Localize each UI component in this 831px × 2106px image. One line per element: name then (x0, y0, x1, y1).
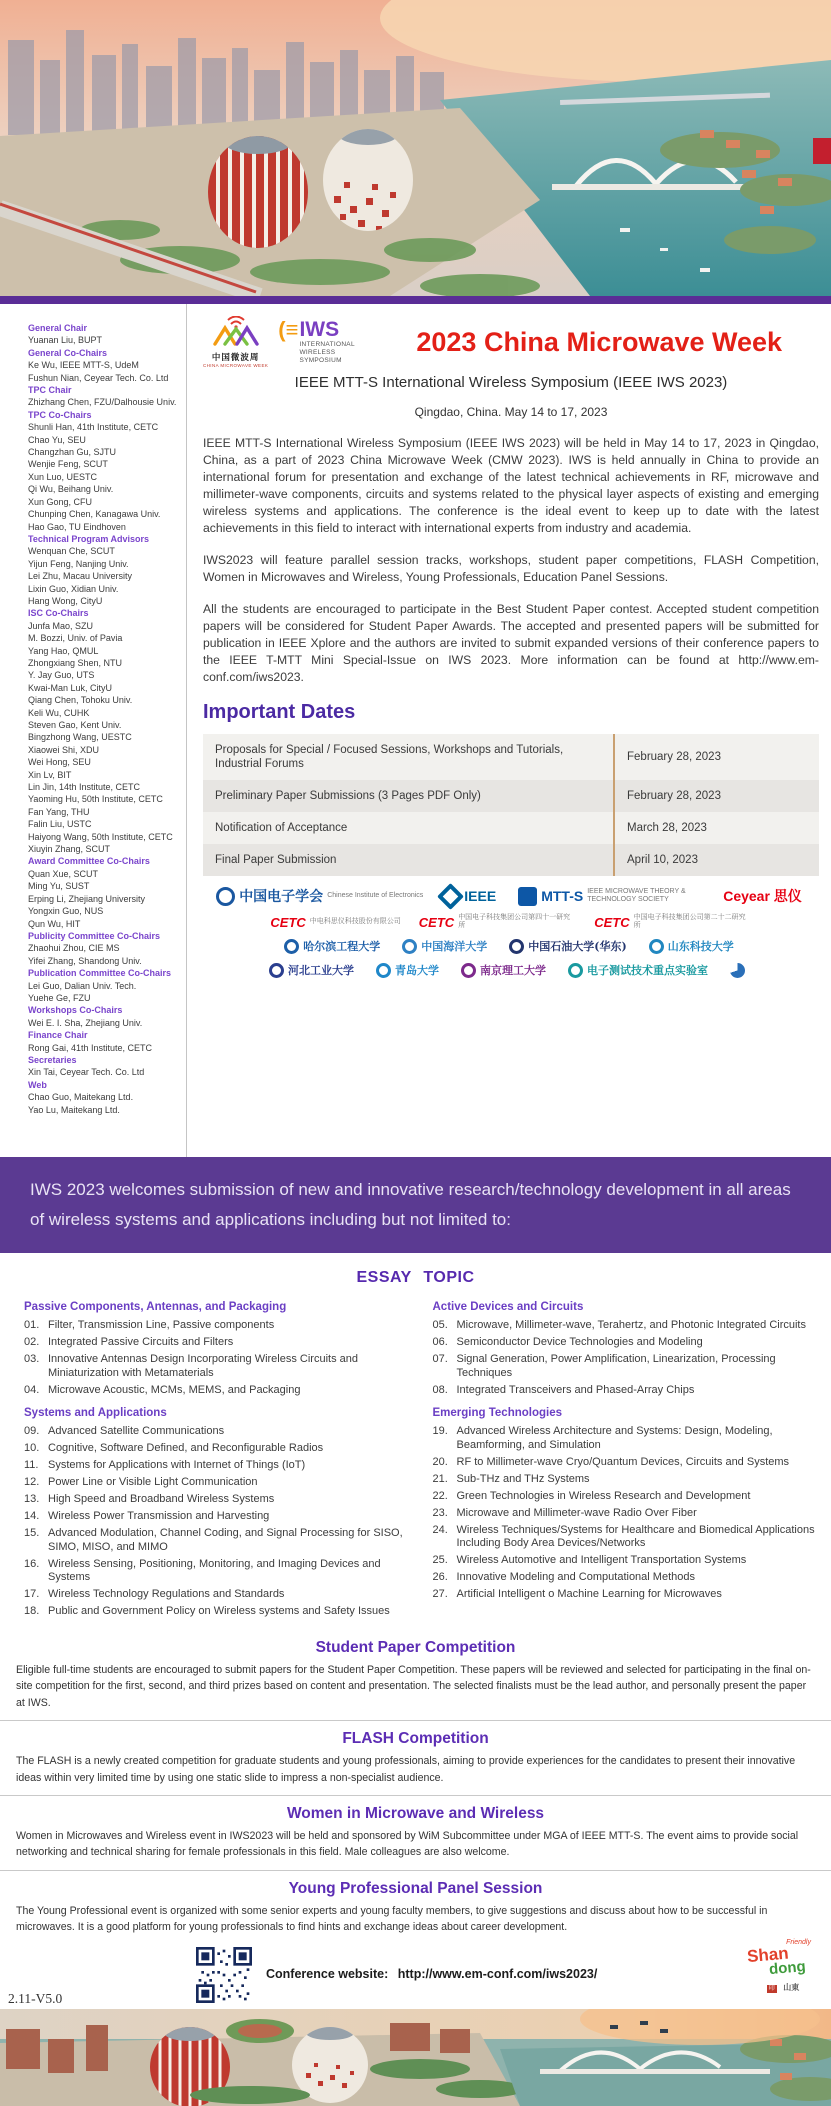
committee-section (28, 1029, 186, 1054)
topic-item (24, 1353, 407, 1380)
dates-row-date: February 28, 2023 (613, 780, 819, 812)
sponsor-logo (461, 962, 550, 978)
shandong-line1: Shan (746, 1943, 790, 1966)
committee-member: Qun Wu, HIT (28, 918, 81, 929)
topic-number: 17. (24, 1588, 40, 1600)
topic-text: Signal Generation, Power Amplification, Linearization, Processing Techniques (456, 1353, 776, 1379)
topic-number: 24. (432, 1523, 448, 1536)
committee-member: Yaoming Hu, 50th Institute, CETC (28, 794, 163, 805)
info-section-body: The Young Professional event is organized with some senior experts and young faculty members, to give suggestions and discuss about how to be successful in microwaves. It is a good platform for young professionals to find hints and exchange ideas about career development. (16, 1904, 768, 1934)
conference-website-link[interactable]: http://www.em-conf.com/iws2023/ (397, 1966, 598, 1981)
dates-row-item: Notification of Acceptance (215, 822, 348, 834)
topic-number: 27. (432, 1588, 448, 1600)
sponsor-logo (269, 962, 358, 978)
sponsor-logo (441, 887, 500, 906)
topic-item (433, 1507, 816, 1521)
conference-website (266, 1967, 597, 1981)
cmw-logo-en-text: CHINA MICROWAVE WEEK (203, 363, 269, 368)
topic-group-heading: Passive Components, Antennas, and Packaging (24, 1301, 287, 1313)
topic-item (24, 1493, 407, 1507)
sponsor-logo (402, 938, 491, 954)
committee-section-title: Workshops Co-Chairs (28, 1005, 123, 1016)
committee-section (28, 409, 186, 533)
main-column (186, 304, 831, 1157)
committee-member: Xin Lv, BIT (28, 769, 72, 780)
topic-item (433, 1336, 816, 1350)
committee-member: Rong Gai, 41th Institute, CETC (28, 1042, 153, 1053)
topic-item (24, 1459, 407, 1473)
committee-member: M. Bozzi, Univ. of Pavia (28, 633, 123, 644)
sponsor-logo-row (203, 914, 819, 930)
committee-member: Zhizhang Chen, FZU/Dalhousie Univ. (28, 397, 177, 408)
committee-member: Xin Tai, Ceyear Tech. Co. Ltd (28, 1067, 145, 1078)
topic-number: 09. (24, 1425, 40, 1437)
topic-text: Green Technologies in Wireless Research and Development (456, 1489, 751, 1502)
topic-text: Innovative Antennas Design Incorporating Wireless Circuits and Miniaturization with Metamaterials (48, 1353, 358, 1379)
topic-number: 13. (24, 1493, 40, 1505)
committee-member: Kwai-Man Luk, CityU (28, 682, 113, 693)
topic-text: Microwave, Millimeter-wave, Terahertz, and Photonic Integrated Circuits (456, 1319, 806, 1331)
essay-topic-left-column (24, 1291, 407, 1622)
sponsor-logo-name: 河北工业大学 (288, 964, 354, 977)
call-for-papers-text: IWS 2023 welcomes submission of new and innovative research/technology development in all areas of wireless systems and applications including but not limited to: (30, 1180, 791, 1229)
committee-section-title: General Co-Chairs (28, 347, 108, 358)
committee-member: Shunli Han, 41th Institute, CETC (28, 422, 159, 433)
dates-row-date: March 28, 2023 (613, 812, 819, 844)
topic-group (433, 1407, 816, 1602)
sponsor-logo-icon (730, 963, 745, 978)
committee-member: Falin Liu, USTC (28, 819, 92, 830)
topic-item (433, 1588, 816, 1602)
topic-text: Artificial Intelligent o Machine Learning for Microwaves (456, 1588, 722, 1600)
topic-text: Wireless Sensing, Positioning, Monitoring, and Imaging Devices and Systems (48, 1557, 381, 1583)
committee-member: Hang Wong, CityU (28, 595, 103, 606)
sponsor-logo-name: 中国电子学会 (239, 888, 324, 904)
topic-group (24, 1301, 407, 1397)
committee-member: Fushun Nian, Ceyear Tech. Co. Ltd (28, 372, 169, 383)
topic-group-heading: Systems and Applications (24, 1407, 167, 1419)
committee-section-title: General Chair (28, 323, 88, 333)
dates-row-date: April 10, 2023 (613, 844, 819, 876)
topic-number: 11. (24, 1459, 39, 1471)
committee-section (28, 855, 186, 929)
topic-item (24, 1588, 407, 1602)
content-area (0, 304, 831, 1157)
topic-number: 02. (24, 1336, 40, 1348)
committee-member: Ke Wu, IEEE MTT-S, UdeM (28, 360, 139, 371)
sponsor-logo-row (203, 962, 819, 978)
page-title: 2023 China Microwave Week (416, 326, 783, 357)
info-section (0, 1870, 831, 1945)
iws-logo (278, 316, 365, 365)
intro-paragraph: IWS2023 will feature parallel session tracks, workshops, student paper competitions, FLASH Competition, Women in Microwaves and Wireless, Young Professionals, Education Panel Sessions. (203, 553, 819, 584)
dates-row-date: February 28, 2023 (613, 734, 819, 780)
committee-member: Xiaowei Shi, XDU (28, 744, 100, 755)
topic-text: Wireless Automotive and Intelligent Transportation Systems (456, 1554, 747, 1566)
topic-text: Integrated Passive Circuits and Filters (48, 1336, 234, 1348)
qr-code-image (196, 1947, 252, 2003)
dates-table-row (203, 780, 819, 812)
top-panorama-photo (0, 0, 831, 296)
sponsor-logo (509, 938, 630, 954)
topic-item (24, 1476, 407, 1490)
sponsor-logo (419, 914, 576, 930)
topic-number: 20. (432, 1455, 448, 1468)
sponsor-logo-name: MTT-S (541, 888, 584, 904)
topic-text: Public and Government Policy on Wireless systems and Safety Issues (48, 1605, 390, 1617)
version-label: 2.11-V5.0 (8, 1990, 63, 2006)
topic-text: Power Line or Visible Light Communication (48, 1476, 258, 1488)
committee-member: Lixin Guo, Xidian Univ. (28, 583, 119, 594)
shandong-line2: dong (768, 1957, 807, 1978)
committee-member: Wenjie Feng, SCUT (28, 459, 108, 470)
topic-item (24, 1336, 407, 1350)
dates-row-item: Proposals for Special / Focused Sessions, Workshops and Tutorials, Industrial Forums (215, 744, 564, 770)
committee-member: Changzhan Gu, SJTU (28, 447, 117, 458)
topic-text: Cognitive, Software Defined, and Reconfigurable Radios (48, 1442, 324, 1454)
committee-member: Erping Li, Zhejiang University (28, 893, 146, 904)
topic-item (433, 1353, 816, 1380)
sponsor-logo (270, 915, 400, 930)
info-section-body: Eligible full-time students are encouraged to submit papers for the Student Paper Competition. These papers will be reviewed and selected for participating in the final on-site competition for the first, second, and third prizes based on content and presentation. The selected finalists must be the lead author, and personally present the paper at IWS. (16, 1664, 811, 1709)
info-section (0, 1720, 831, 1795)
topic-item (24, 1558, 407, 1585)
topic-text: RF to Millimeter-wave Cryo/Quantum Devices, Circuits and Systems (456, 1455, 790, 1468)
committee-section-title: ISC Co-Chairs (28, 608, 89, 619)
important-dates-heading: Important Dates (203, 701, 356, 723)
sponsor-logo-name: 山东科技大学 (667, 940, 734, 953)
sponsor-logo-row (203, 886, 819, 906)
topic-item (24, 1510, 407, 1524)
topic-text: Microwave Acoustic, MCMs, MEMS, and Packaging (48, 1383, 301, 1396)
sponsor-logo-icon (461, 963, 476, 978)
committee-member: Lin Jin, 14th Institute, CETC (28, 782, 141, 793)
topic-item (24, 1527, 407, 1554)
topic-number: 25. (432, 1554, 448, 1566)
committee-section-title: Secretaries (28, 1054, 77, 1065)
shandong-logo (747, 1939, 819, 1995)
topic-number: 04. (24, 1383, 40, 1396)
cmw-logo (203, 316, 268, 368)
committee-member: Yang Hao, QMUL (28, 645, 99, 656)
committee-section-title: Publicity Committee Co-Chairs (28, 930, 161, 941)
committee-member: Lei Guo, Dalian Univ. Tech. (28, 980, 137, 991)
topic-number: 15. (24, 1527, 40, 1539)
topic-text: Microwave and Millimeter-wave Radio Over Fiber (456, 1506, 697, 1519)
info-section-heading: Women in Microwave and Wireless (286, 1805, 545, 1823)
topic-text: High Speed and Broadband Wireless Systems (48, 1493, 275, 1505)
committee-sidebar (28, 304, 186, 1157)
topic-item (433, 1524, 816, 1551)
essay-topic-columns (0, 1291, 831, 1630)
call-for-papers-banner (0, 1157, 831, 1253)
committee-member: Junfa Mao, SZU (28, 620, 94, 631)
sponsor-logo-name: 电子测试技术重点实验室 (587, 964, 708, 977)
committee-section (28, 967, 186, 1004)
sponsor-logo-subtext: Chinese Institute of Electronics (327, 892, 424, 899)
committee-member: Ming Yu, SUST (28, 881, 90, 892)
topic-item (433, 1425, 816, 1452)
sponsor-logo-icon (568, 963, 583, 978)
topic-number: 07. (432, 1353, 448, 1365)
dates-row-item: Final Paper Submission (215, 854, 337, 866)
topic-number: 18. (24, 1605, 40, 1617)
topic-number: 21. (432, 1472, 448, 1485)
topic-text: Systems for Applications with Internet of Things (IoT) (48, 1459, 306, 1471)
sponsor-logo-subtext: 中电科思仪科技股份有限公司 (309, 918, 401, 925)
topic-item (24, 1425, 407, 1439)
sponsor-logo-icon (269, 963, 284, 978)
committee-member: Hao Gao, TU Eindhoven (28, 521, 126, 532)
topic-text: Advanced Satellite Communications (48, 1425, 225, 1437)
essay-topic-section (0, 1269, 831, 1630)
committee-section-title: Finance Chair (28, 1030, 88, 1041)
topic-number: 16. (24, 1557, 40, 1570)
topic-item (24, 1319, 407, 1333)
sponsor-logo-name: 中国海洋大学 (421, 940, 488, 953)
topic-text: Filter, Transmission Line, Passive components (48, 1319, 275, 1331)
topic-text: Wireless Techniques/Systems for Healthcare and Biomedical Applications Including Body Area Devices/Networks (456, 1523, 815, 1549)
sponsor-logo (723, 886, 806, 906)
website-label: Conference website: (266, 1966, 389, 1981)
cmw-logo-cn-text: 中国微波周 (211, 352, 260, 362)
info-section-heading: FLASH Competition (342, 1730, 489, 1748)
topic-group (24, 1407, 407, 1619)
sponsor-logo-icon (284, 939, 299, 954)
committee-member: Wei E. I. Sha, Zhejiang Univ. (28, 1017, 143, 1028)
topic-number: 10. (24, 1442, 40, 1454)
committee-member: Qi Wu, Beihang Univ. (28, 484, 114, 495)
shandong-seal-icon: 印 (768, 1985, 775, 1992)
topic-text: Sub-THz and THz Systems (456, 1472, 590, 1485)
dates-table-row (203, 812, 819, 844)
committee-member: Haiyong Wang, 50th Institute, CETC (28, 831, 173, 842)
committee-member: Keli Wu, CUHK (28, 707, 90, 718)
topic-text: Wireless Technology Regulations and Standards (48, 1588, 285, 1600)
qr-code (196, 1947, 252, 2003)
iws-logo-word: IWS (299, 317, 340, 341)
sponsor-logo (216, 886, 423, 906)
sponsor-logo-subtext: 中国电子科技集团公司第二十二研究所 (633, 914, 746, 929)
iws-logo-subtext: INTERNATIONAL WIRELESS SYMPOSIUM (299, 340, 355, 364)
sponsor-logo-name: CETC (418, 914, 455, 930)
qingdao-strip-photo (0, 2009, 831, 2106)
sponsor-logo-name: 南京理工大学 (480, 964, 546, 977)
sponsor-logo-name: 中国石油大学(华东) (528, 940, 627, 953)
sponsor-logo-row (203, 938, 819, 954)
topic-group (433, 1301, 816, 1397)
committee-member: Lei Zhu, Macau University (28, 571, 133, 582)
committee-member: Steven Gao, Kent Univ. (28, 720, 122, 730)
sponsor-logo-name: 青岛大学 (395, 964, 439, 977)
topic-number: 08. (432, 1383, 448, 1396)
committee-section (28, 607, 186, 855)
sponsor-logo-subtext: IEEE MICROWAVE THEORY & TECHNOLOGY SOCIETY (587, 888, 686, 903)
sponsor-logo-icon (518, 887, 537, 906)
topic-item (24, 1442, 407, 1456)
info-section-body: Women in Microwaves and Wireless event in IWS2023 will be held and sponsored by WiM Subcommittee under MGA of IEEE MTT-S. The event aims to provide social networking and technical sharing for female professionals in this field. Male colleagues are also welcome. (16, 1830, 799, 1859)
committee-member: Y. Jay Guo, UTS (28, 670, 95, 681)
sponsor-logo-name: Ceyear 思仪 (723, 888, 802, 904)
shandong-cn-text: 山東 (783, 1982, 800, 1992)
topic-item (433, 1319, 816, 1333)
committee-member: Xun Gong, CFU (28, 496, 93, 507)
cmw-logo-icon (209, 316, 263, 346)
topic-number: 01. (24, 1319, 40, 1331)
topic-text: Integrated Transceivers and Phased-Array Chips (456, 1383, 695, 1396)
sponsor-logo (518, 887, 705, 906)
sponsor-logo (284, 938, 384, 954)
topic-item (433, 1554, 816, 1568)
committee-member: Chunping Chen, Kanagawa Univ. (28, 509, 161, 520)
committee-member: Yao Lu, Maitekang Ltd. (28, 1104, 120, 1115)
committee-section (28, 322, 186, 347)
logo-title-row (203, 316, 819, 368)
topic-number: 05. (432, 1319, 448, 1331)
committee-section (28, 1004, 186, 1029)
committee-member: Wei Hong, SEU (28, 757, 91, 768)
committee-member: Chao Yu, SEU (28, 434, 86, 445)
committee-section (28, 1054, 186, 1079)
topic-text: Wireless Power Transmission and Harvesting (48, 1510, 270, 1522)
sponsor-logo-icon (402, 939, 417, 954)
topic-text: Semiconductor Device Technologies and Modeling (456, 1336, 703, 1348)
topic-item (433, 1571, 816, 1585)
dates-table-row (203, 844, 819, 876)
committee-section-title: Award Committee Co-Chairs (28, 856, 150, 867)
intro-paragraph: IEEE MTT-S International Wireless Symposium (IEEE IWS 2023) will be held in May 14 to 17, 2023 in Qingdao, China, as a part of 2023 China Microwave Week (CMW 2023). IWS is held annually in China to provide an international forum for presentation and exchange of the latest technical achievements in RF, microwave and millimeter-wave components, circuits and systems related to the physical layer aspects of existing and emerging wireless systems and applications. The conference is the ideal event to keep up to date with the latest achievements in this field to interact with international experts from industry and academia. (203, 436, 819, 535)
info-section-heading: Young Professional Panel Session (288, 1879, 543, 1897)
topic-number: 19. (432, 1425, 448, 1437)
topic-text: Innovative Modeling and Computational Methods (456, 1571, 695, 1583)
intro-paragraph: All the students are encouraged to participate in the Best Student Paper contest. Accepted student competition papers will be considered for Student Paper Awards. The accepted and presented papers will be submitted for publication in IEEE Xplore and the authors are invited to submit expanded versions of their conference papers to the IEEE T-MTT Mini Special-Issue on IWS 2023. More information can be found at http://www.em-conf.com/iws2023. (203, 602, 819, 684)
committee-member: Yifei Zhang, Shandong Univ. (28, 955, 142, 966)
committee-member: Yuanan Liu, BUPT (28, 335, 103, 346)
committee-member: Wenquan Che, SCUT (28, 546, 115, 557)
sponsor-logo (594, 914, 751, 930)
committee-section (28, 930, 186, 967)
topic-text: Advanced Wireless Architecture and Systems: Design, Modeling, Beamforming, and Simulation (456, 1425, 773, 1451)
topic-group-heading: Active Devices and Circuits (432, 1301, 584, 1313)
topic-item (24, 1384, 407, 1398)
sponsor-logo (730, 963, 753, 978)
info-section-body: The FLASH is a newly created competition for graduate students and young professionals, aiming to provide experiences for the candidates to present their innovative ideas within very limited time by using one static slide to impress a non-specialist audience. (16, 1755, 796, 1784)
topic-number: 23. (432, 1506, 448, 1519)
location-date: Qingdao, China. May 14 to 17, 2023 (414, 405, 608, 419)
committee-member: Yuehe Ge, FZU (28, 992, 91, 1003)
committee-member: Zhaohui Zhou, CIE MS (28, 943, 120, 954)
sponsor-logo-name: CETC (270, 914, 306, 930)
dates-row-item: Preliminary Paper Submissions (3 Pages PDF Only) (215, 790, 481, 802)
symposium-subtitle: IEEE MTT-S International Wireless Symposium (IEEE IWS 2023) (294, 374, 728, 391)
sponsor-logo-name: 哈尔滨工程大学 (303, 940, 381, 953)
essay-topic-right-column (433, 1291, 816, 1622)
topic-number: 03. (24, 1353, 40, 1365)
info-sections (0, 1630, 831, 1945)
sponsor-logo-icon (509, 939, 524, 954)
committee-member: Xun Luo, UESTC (28, 471, 98, 482)
info-section-heading: Student Paper Competition (315, 1639, 516, 1656)
committee-section (28, 347, 186, 384)
footer (0, 1938, 831, 2009)
committee-member: Fan Yang, THU (28, 806, 90, 817)
sponsor-logo-icon (376, 963, 391, 978)
committee-member: Xiuyin Zhang, SCUT (28, 844, 111, 855)
topic-item (433, 1384, 816, 1398)
sponsor-logo-icon (437, 883, 464, 910)
important-dates-table (203, 734, 819, 876)
committee-section-title: TPC Chair (28, 385, 72, 396)
committee-section-title: Web (28, 1079, 47, 1090)
topic-number: 06. (432, 1336, 448, 1348)
committee-member: Quan Xue, SCUT (28, 868, 99, 879)
intro-paragraphs (203, 435, 819, 686)
committee-section (28, 1079, 186, 1116)
topic-number: 12. (24, 1476, 40, 1488)
committee-section-title: Publication Committee Co-Chairs (28, 968, 172, 979)
essay-topic-heading: ESSAY TOPIC (356, 1269, 475, 1286)
committee-section-title: TPC Co-Chairs (28, 409, 92, 420)
committee-member: Bingzhong Wang, UESTC (28, 732, 132, 743)
topic-item (433, 1456, 816, 1470)
committee-member: Yongxin Guo, NUS (28, 906, 104, 917)
sponsor-logo (376, 962, 443, 978)
committee-section-title: Technical Program Advisors (28, 533, 150, 544)
topic-item (433, 1473, 816, 1487)
committee-member: Zhongxiang Shen, NTU (28, 657, 123, 668)
sponsor-logos (203, 886, 819, 978)
committee-section (28, 533, 186, 607)
sponsor-logo-name: IEEE (464, 888, 497, 904)
topic-number: 14. (24, 1510, 40, 1522)
dates-table-row (203, 734, 819, 780)
topic-group-heading: Emerging Technologies (432, 1407, 562, 1419)
purple-divider (0, 296, 831, 304)
topic-item (433, 1490, 816, 1504)
shandong-friendly-text: Friendly (786, 1938, 811, 1946)
topic-number: 26. (432, 1571, 448, 1583)
topic-number: 22. (432, 1489, 448, 1502)
sponsor-logo-subtext: 中国电子科技集团公司第四十一研究所 (458, 914, 571, 929)
topic-text: Advanced Modulation, Channel Coding, and Signal Processing for SISO, SIMO, MISO, and MIMO (48, 1527, 403, 1553)
committee-member: Chao Guo, Maitekang Ltd. (28, 1092, 134, 1103)
sponsor-logo (568, 962, 712, 978)
topic-item (24, 1605, 407, 1619)
sponsor-logo (649, 938, 738, 954)
iws-logo-paren: (≡ (278, 316, 299, 342)
committee-member: Qiang Chen, Tohoku Univ. (28, 695, 133, 706)
info-section (0, 1630, 831, 1720)
bottom-panorama-photo (0, 2009, 831, 2106)
sponsor-logo-icon (649, 939, 664, 954)
committee-section (28, 384, 186, 409)
qingdao-cityscape-photo (0, 0, 831, 296)
sponsor-logo-icon (216, 887, 235, 906)
info-section (0, 1795, 831, 1870)
committee-member: Yijun Feng, Nanjing Univ. (28, 558, 129, 569)
sponsor-logo-name: CETC (594, 914, 630, 930)
